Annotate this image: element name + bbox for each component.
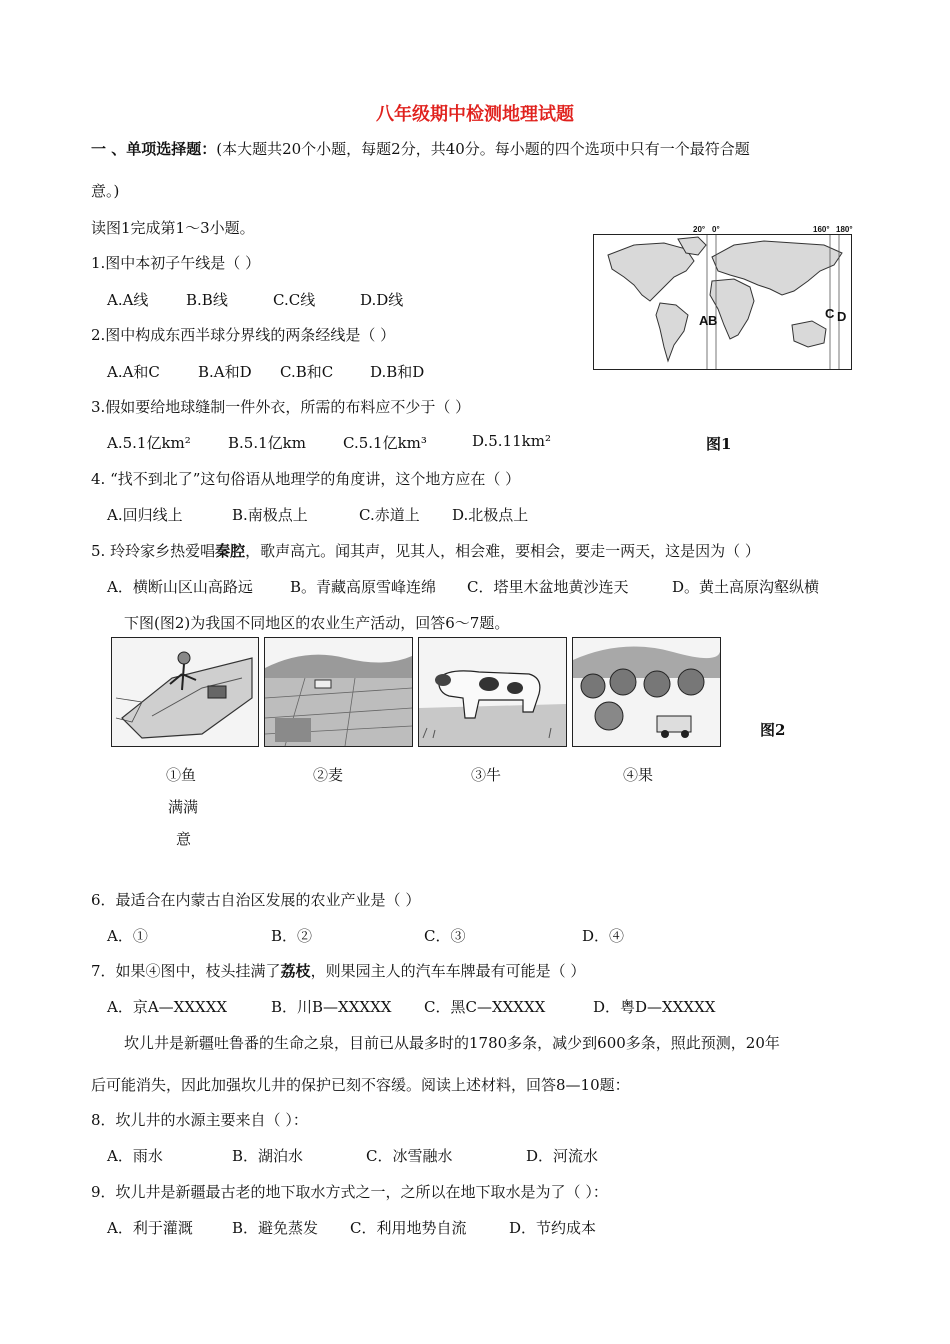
question-5-stem-pre: 5. 玲玲家乡热爱唱 — [91, 542, 216, 560]
map-line-label-c: C — [825, 306, 835, 321]
passage-line-2: 后可能消失，因此加强坎儿井的保护已刻不容缓。阅读上述材料，回答8—10题： — [91, 1076, 630, 1094]
question-5-stem-bold: 秦腔 — [215, 542, 246, 560]
question-2-stem: 2.图中构成东西半球分界线的两条经线是（ ） — [91, 326, 396, 344]
question-3-option-b: B.5.1亿km — [228, 434, 306, 452]
question-9-stem: 9．坎儿井是新疆最古老的地下取水方式之一，之所以在地下取水是为了（ ）： — [91, 1183, 608, 1201]
question-9-option-b: B．避免蒸发 — [232, 1219, 319, 1237]
question-5-option-c: C．塔里木盆地黄沙连天 — [467, 578, 629, 596]
africa-shape — [710, 279, 754, 339]
question-3-option-d: D.5.11km² — [472, 432, 551, 450]
fig2-caption-fish-extra1: 满满 — [168, 798, 199, 816]
fig2-caption-fish-extra2: 意 — [176, 830, 192, 848]
fig1-caption: 图1 — [706, 435, 732, 453]
read-fig1-instruction: 读图1完成第1～3小题。 — [91, 219, 255, 237]
fig2-caption-cattle: ③牛 — [471, 766, 502, 784]
question-4-option-b: B.南极点上 — [232, 506, 308, 524]
question-4-option-d: D.北极点上 — [452, 506, 529, 524]
question-2-option-a: A.A和C — [107, 363, 160, 381]
question-4-option-a: A.回归线上 — [107, 506, 183, 524]
question-5-stem — [91, 540, 760, 561]
question-2-option-b: B.A和D — [198, 363, 252, 381]
map-label-180: 180° — [836, 225, 853, 234]
question-6-option-b: B．② — [271, 927, 313, 945]
world-map-svg — [594, 235, 851, 369]
question-1-stem: 1.图中本初子午线是（ ） — [91, 254, 261, 272]
question-5-option-d: D。黄土高原沟壑纵横 — [672, 578, 820, 596]
fig2-intro: 下图(图2)为我国不同地区的农业生产活动，回答6～7题。 — [124, 614, 510, 632]
question-5-stem-post: ，歌声高亢。闻其声，见其人，相会难，要相会，要走一两天，这是因为（ ） — [245, 542, 760, 560]
question-8-option-d: D．河流水 — [526, 1147, 599, 1165]
question-2-option-d: D.B和D — [370, 363, 425, 381]
world-map-figure — [593, 234, 852, 370]
question-3-option-a: A.5.1亿km² — [107, 434, 191, 452]
question-6-option-d: D．④ — [582, 927, 625, 945]
question-3-stem: 3.假如要给地球缝制一件外衣，所需的布料应不少于（ ） — [91, 398, 471, 416]
orchard-image — [572, 637, 721, 747]
question-7-stem-post: ，则果园主人的汽车车牌最有可能是（ ） — [310, 962, 586, 980]
question-9-option-c: C．利用地势自流 — [350, 1219, 467, 1237]
question-7-option-a: A．京A—XXXXX — [107, 998, 228, 1016]
question-1-option-d: D.D线 — [360, 291, 404, 309]
question-7-option-c: C．黑C—XXXXX — [424, 998, 546, 1016]
question-5-option-a: A．横断山区山高路远 — [107, 578, 253, 596]
section-description-cont: 意。) — [91, 182, 120, 200]
section-description: (本大题共20个小题，每题2分，共40分。每小题的四个选项中只有一个最符合题 — [216, 140, 750, 158]
question-7-stem — [91, 960, 585, 981]
australia-shape — [792, 321, 826, 347]
question-6-stem: 6．最适合在内蒙古自治区发展的农业产业是（ ） — [91, 891, 421, 909]
question-7-stem-pre: 7．如果④图中，枝头挂满了 — [91, 962, 281, 980]
question-7-option-d: D．粤D—XXXXX — [593, 998, 716, 1016]
fig2-caption-wheat: ②麦 — [313, 766, 344, 784]
question-9-option-d: D．节约成本 — [509, 1219, 597, 1237]
page-title: 八年级期中检测地理试题 — [376, 104, 574, 125]
section-heading-line — [91, 138, 750, 159]
question-3-option-c: C.5.1亿km³ — [343, 434, 427, 452]
cattle-image — [418, 637, 567, 747]
map-line-label-b: B — [708, 313, 718, 328]
question-8-option-b: B．湖泊水 — [232, 1147, 304, 1165]
passage-line-1: 坎儿井是新疆吐鲁番的生命之泉，目前已从最多时的1780多条，减少到600多条，照此预测，20年 — [124, 1034, 780, 1052]
south-america-shape — [656, 303, 688, 361]
map-label-160: 160° — [813, 225, 830, 234]
question-5-option-b: B。青藏高原雪峰连绵 — [290, 578, 437, 596]
map-line-label-a: A — [699, 313, 709, 328]
section-heading: 一 、单项选择题： — [91, 140, 217, 158]
map-label-20: 20° — [693, 225, 706, 234]
question-7-stem-bold: 荔枝 — [280, 962, 311, 980]
wheat-field-image — [264, 637, 413, 747]
north-america-shape — [608, 243, 694, 301]
question-4-stem: 4. “找不到北了”这句俗语从地理学的角度讲，这个地方应在（ ） — [91, 470, 521, 488]
question-1-option-b: B.B线 — [186, 291, 228, 309]
question-4-option-c: C.赤道上 — [359, 506, 420, 524]
question-8-option-c: C．冰雪融水 — [366, 1147, 453, 1165]
question-6-option-c: C．③ — [424, 927, 466, 945]
map-label-0: 0° — [712, 225, 720, 234]
question-8-option-a: A．雨水 — [107, 1147, 163, 1165]
fig2-caption: 图2 — [760, 721, 786, 739]
question-1-option-c: C.C线 — [273, 291, 316, 309]
question-2-option-c: C.B和C — [280, 363, 334, 381]
fishing-image — [111, 637, 259, 747]
question-7-option-b: B．川B—XXXXX — [271, 998, 392, 1016]
fig2-caption-fish: ①鱼 — [166, 766, 197, 784]
fig2-caption-fruit: ④果 — [623, 766, 654, 784]
map-line-label-d: D — [837, 309, 847, 324]
question-6-option-a: A．① — [107, 927, 148, 945]
question-8-stem: 8．坎儿井的水源主要来自（ ）： — [91, 1111, 308, 1129]
question-1-option-a: A.A线 — [107, 291, 149, 309]
question-9-option-a: A．利于灌溉 — [107, 1219, 193, 1237]
